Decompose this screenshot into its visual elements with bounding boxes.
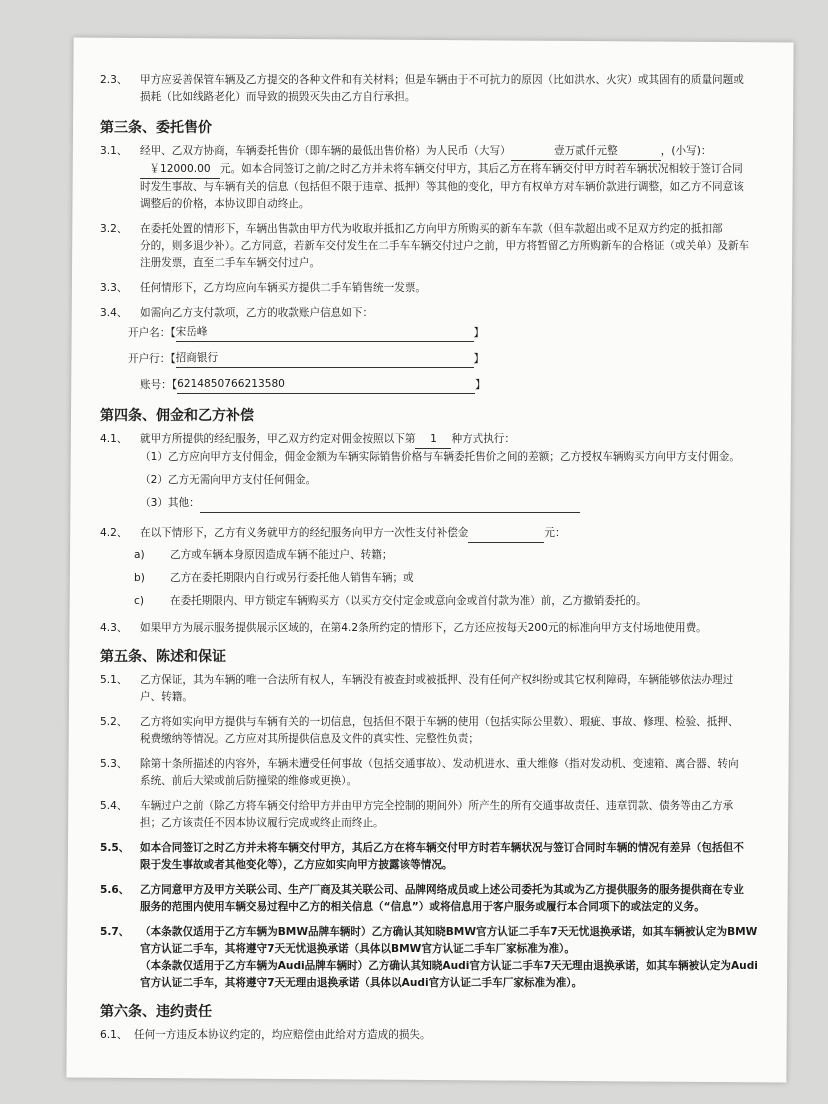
clause-text: 户、转籍。 <box>140 691 193 703</box>
clause-5-3 <box>100 756 760 790</box>
clause-number: 4.1、 <box>100 433 128 445</box>
bank-label: 开户行：【 <box>128 353 176 365</box>
clause-text: 如本合同签订之时乙方并未将车辆交付甲方，其后乙方在将车辆交付甲方时若车辆状况与签订合同时车辆的情况有差异（包括但不 <box>140 842 744 854</box>
clause-text: 乙方将如实向甲方提供与车辆有关的一切信息，包括但不限于车辆的使用（包括实际公里数）、瑕疵、事故、修理、检验、抵押、 <box>140 716 739 728</box>
clause-text: 在以下情形下，乙方有义务就甲方的经纪服务向甲方一次性支付补偿金 <box>140 527 469 539</box>
clause-text: 系统、前后大梁或前后防撞梁的维修或更换）。 <box>140 775 358 787</box>
item-a: a) 乙方或车辆本身原因造成车辆不能过户、转籍； <box>134 549 393 561</box>
clause-text: ，(小写)： <box>660 145 712 157</box>
clause-text: 注册发票，直至二手车车辆交付过户。 <box>140 257 321 269</box>
clause-number: 5.5、 <box>100 842 130 854</box>
clause-text: 在委托处置的情形下，车辆出售款由甲方代为收取并抵扣乙方向甲方所购买的新车车款（但车款超出或不足双方约定的抵扣部 <box>140 223 723 235</box>
clause-5-2 <box>100 714 760 748</box>
clause-number: 3.4、 <box>100 307 128 319</box>
clause-text: 甲方应妥善保管车辆及乙方提交的各种文件和有关材料；但是车辆由于不可抗力的原因（比如洪水、火灾）或其固有的质量问题或 <box>140 74 744 86</box>
account-name-row <box>128 324 760 342</box>
clause-text: 经甲、乙双方协商，车辆委托售价（即车辆的最低出售价格）为人民币（大写） <box>140 145 511 157</box>
clause-text: 分的，则多退少补）。乙方同意，若新车交付发生在二手车车辆交付过户之前，甲方将暂留乙方所购新车的合格证（或关单）及新车 <box>140 240 750 252</box>
bank-row <box>128 350 760 368</box>
clause-text: 任何情形下，乙方均应向车辆买方提供二手车销售统一发票。 <box>140 282 427 294</box>
item-c: c) 在委托期限内、甲方锁定车辆购买方（以买方交付定金或意向金或首付款为准）前，乙方撤销委托的。 <box>134 595 647 607</box>
clause-2-3 <box>100 72 760 106</box>
account-name-label: 开户名：【 <box>128 327 176 339</box>
compensation-field[interactable] <box>468 525 544 543</box>
clause-number: 5.7、 <box>100 926 130 938</box>
clause-number: 3.3、 <box>100 282 128 294</box>
clause-4-1 <box>100 431 760 513</box>
clause-3-4 <box>100 305 760 394</box>
clause-3-1 <box>100 143 760 213</box>
other-field[interactable] <box>200 495 580 513</box>
clause-5-7 <box>100 924 760 992</box>
option-2: （2）乙方无需向甲方支付任何佣金。 <box>140 474 317 486</box>
clause-text: 限于发生事故或者其他变化等），乙方应如实向甲方披露该等情况。 <box>140 859 453 871</box>
clause-number: 5.4、 <box>100 800 128 812</box>
clause-5-1 <box>100 672 760 706</box>
clause-4-2 <box>100 525 760 610</box>
clause-text: 损耗（比如线路老化）而导致的损毁灭失由乙方自行承担。 <box>140 91 416 103</box>
clause-number: 3.1、 <box>100 145 128 157</box>
clause-text: 调整后的价格，本协议即自动终止。 <box>140 198 310 210</box>
clause-3-3 <box>100 280 760 297</box>
clause-text: 车辆过户之前（除乙方将车辆交付给甲方并由甲方完全控制的期间外）所产生的所有交通事故责任、违章罚款、债务等由乙方承 <box>140 800 734 812</box>
section-4-title: 第四条、佣金和乙方补偿 <box>100 408 254 424</box>
clause-text: 服务的范围内使用车辆交易过程中乙方的相关信息（“信息”）或将信息用于客户服务或履行本合同项下的或法定的义务。 <box>140 901 705 913</box>
clause-text: 担；乙方该责任不因本协议履行完成或终止而终止。 <box>140 817 384 829</box>
clause-number: 3.2、 <box>100 223 128 235</box>
clause-number: 5.6、 <box>100 884 130 896</box>
commission-choice-field[interactable]: 1 <box>415 431 451 449</box>
price-lower-field[interactable]: ￥12000.00 <box>140 161 220 179</box>
clause-text: 除第十条所描述的内容外，车辆未遭受任何事故（包括交通事故）、发动机进水、重大维修（指对发动机、变速箱、离合器、转向 <box>140 758 739 770</box>
clause-6-1 <box>100 1027 760 1044</box>
option-1: （1）乙方应向甲方支付佣金，佣金金额为车辆实际销售价格与车辆委托售价之间的差额；乙方授权车辆购买方向甲方支付佣金。 <box>140 451 740 463</box>
clause-text: 元： <box>544 527 566 539</box>
clause-text: 如果甲方为展示服务提供展示区域的，在第4.2条所约定的情形下，乙方还应按每天200元的标准向甲方支付场地使用费。 <box>140 622 707 634</box>
clause-number: 5.2、 <box>100 716 128 728</box>
clause-text: 任何一方违反本协议约定的，均应赔偿由此给对方造成的损失。 <box>134 1029 431 1041</box>
clause-text: （本条款仅适用于乙方车辆为BMW品牌车辆时）乙方确认其知晓BMW官方认证二手车7天无忧退换承诺，如其车辆被认定为BMW <box>140 926 758 938</box>
clause-number: 5.1、 <box>100 674 128 686</box>
clause-number: 4.3、 <box>100 622 128 634</box>
account-number-row <box>140 376 760 394</box>
clause-4-3 <box>100 620 760 637</box>
clause-5-4 <box>100 798 760 832</box>
bracket-close: 】 <box>473 353 485 365</box>
account-number-field[interactable]: 6214850766213580 <box>177 376 475 394</box>
clause-text: 时发生事故、与车辆有关的信息（包括但不限于违章、抵押）等其他的变化，甲方有权单方对车辆价款进行调整，如乙方不同意该 <box>140 181 744 193</box>
section-3-title: 第三条、委托售价 <box>100 120 212 136</box>
section-6-title: 第六条、违约责任 <box>100 1004 212 1020</box>
bracket-close: 】 <box>473 327 485 339</box>
clause-text: 官方认证二手车，其将遵守7天无忧退换承诺（具体以BMW官方认证二手车厂家标准为准）。 <box>140 943 575 955</box>
item-b: b) 乙方在委托期限内自行或另行委托他人销售车辆；或 <box>134 572 414 584</box>
clause-number: 6.1、 <box>100 1029 128 1041</box>
contract-page <box>100 72 760 1044</box>
clause-number: 2.3、 <box>100 74 128 86</box>
price-upper-field[interactable]: 壹万贰仟元整 <box>511 143 661 161</box>
bank-field[interactable]: 招商银行 <box>176 350 474 368</box>
clause-text: 官方认证二手车，其将遵守7天无理由退换承诺（具体以Audi官方认证二手车厂家标准为准）。 <box>140 977 583 989</box>
clause-text: 税费缴纳等情况。乙方应对其所提供信息及文件的真实性、完整性负责； <box>140 733 479 745</box>
clause-text: 如需向乙方支付款项，乙方的收款账户信息如下： <box>140 307 374 319</box>
bracket-close: 】 <box>475 379 486 391</box>
account-number-label: 账号：【 <box>140 379 178 391</box>
clause-3-2 <box>100 221 760 272</box>
clause-number: 4.2、 <box>100 527 128 539</box>
clause-5-6 <box>100 882 760 916</box>
section-5-title: 第五条、陈述和保证 <box>100 649 226 665</box>
clause-text: （本条款仅适用于乙方车辆为Audi品牌车辆时）乙方确认其知晓Audi官方认证二手车7天无理由退换承诺，如其车辆被认定为Audi <box>140 960 758 972</box>
clause-text: 就甲方所提供的经纪服务，甲乙双方约定对佣金按照以下第 <box>140 433 416 445</box>
clause-text: 种方式执行： <box>451 433 515 445</box>
clause-text: 乙方保证，其为车辆的唯一合法所有权人，车辆没有被查封或被抵押、没有任何产权纠纷或其它权利障碍，车辆能够依法办理过 <box>140 674 734 686</box>
option-3: （3）其他： <box>140 497 200 509</box>
clause-5-5 <box>100 840 760 874</box>
clause-number: 5.3、 <box>100 758 128 770</box>
account-name-field[interactable]: 宋岳峰 <box>176 324 474 342</box>
clause-text: 乙方同意甲方及甲方关联公司、生产厂商及其关联公司、品牌网络成员或上述公司委托为其或为乙方提供服务的服务提供商在专业 <box>140 884 744 896</box>
clause-text: 元。如本合同签订之前/之时乙方并未将车辆交付甲方，其后乙方在将车辆交付甲方时若车辆状况相较于签订合同 <box>220 163 743 175</box>
